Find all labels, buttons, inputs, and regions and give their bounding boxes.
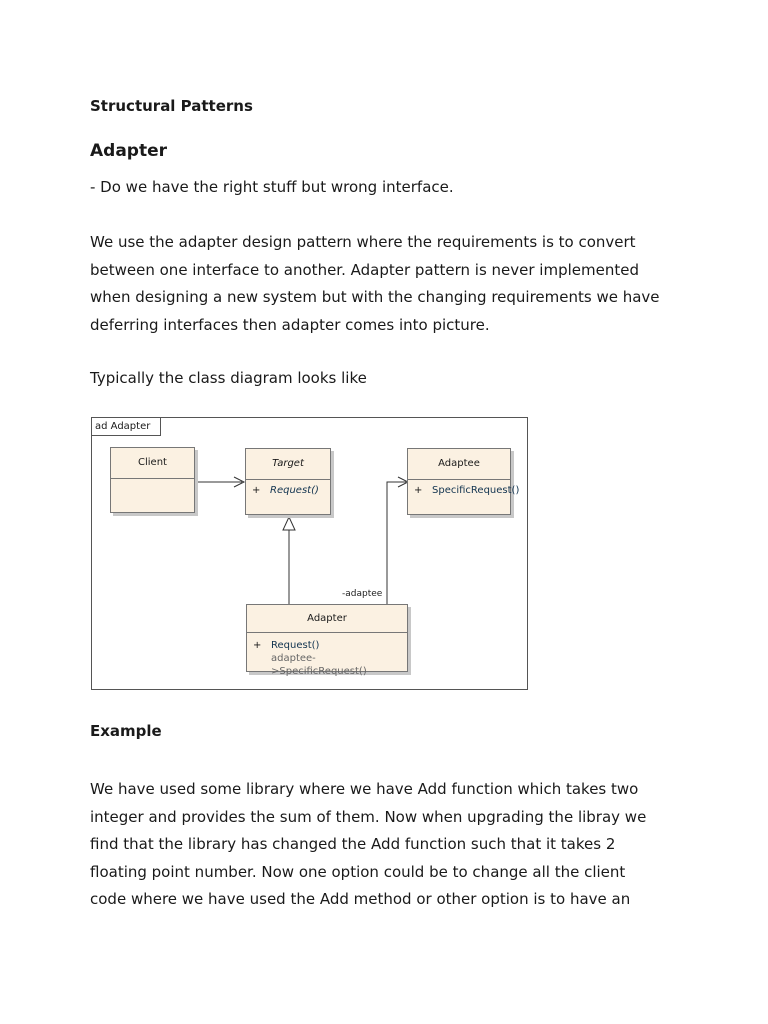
- paragraph-example: [90, 776, 646, 914]
- class-operation: [253, 639, 401, 652]
- paragraph-line: code where we have used the Add method or other option is to have an: [90, 890, 631, 908]
- diagram-intro: Typically the class diagram looks like: [90, 369, 367, 387]
- paragraph-line: We have used some library where we have Add function which takes two: [90, 780, 639, 798]
- class-operation: [414, 484, 520, 497]
- paragraph-line: floating point number. Now one option could be to change all the client: [90, 862, 626, 881]
- lead-line: - Do we have the right stuff but wrong interface.: [90, 178, 454, 196]
- section-title: Structural Patterns: [90, 97, 253, 115]
- paragraph-description: [90, 229, 660, 339]
- paragraph-line: We use the adapter design pattern where the requirements is to convert: [90, 233, 636, 251]
- visibility-marker: +: [252, 485, 261, 496]
- pattern-heading: Adapter: [90, 141, 168, 161]
- generalization-arrowhead: [283, 517, 295, 530]
- paragraph-line: find that the library has changed the Add function such that it takes 2: [90, 835, 616, 853]
- class-adapter: [246, 604, 408, 677]
- class-operation: [252, 484, 324, 497]
- class-name: Client: [111, 448, 194, 479]
- class-name: Target: [246, 449, 330, 480]
- operation-signature: Request(): [270, 485, 319, 496]
- class-name: Adapter: [247, 605, 407, 633]
- adapter-adaptee-association: [387, 482, 406, 604]
- paragraph-line: when designing a new system but with the changing requirements we have: [90, 288, 660, 306]
- visibility-marker: +: [414, 485, 423, 496]
- operation-note: adaptee->SpecificRequest(): [271, 653, 367, 677]
- class-adaptee: [407, 448, 520, 515]
- visibility-marker: +: [253, 640, 262, 651]
- operation-signature: Request(): [271, 640, 320, 651]
- paragraph-line: between one interface to another. Adapter pattern is never implemented: [90, 260, 639, 279]
- operation-signature: SpecificRequest(): [432, 485, 520, 496]
- association-role-label: -adaptee: [342, 589, 383, 599]
- diagram-frame-label: ad Adapter: [92, 418, 161, 436]
- class-target: [245, 448, 331, 515]
- paragraph-line: deferring interfaces then adapter comes into picture.: [90, 315, 490, 334]
- paragraph-line: integer and provides the sum of them. Now when upgrading the libray we: [90, 807, 647, 826]
- uml-class-diagram: [91, 417, 528, 690]
- class-name: Adaptee: [408, 449, 510, 480]
- class-client: [110, 447, 195, 513]
- example-heading: Example: [90, 722, 162, 740]
